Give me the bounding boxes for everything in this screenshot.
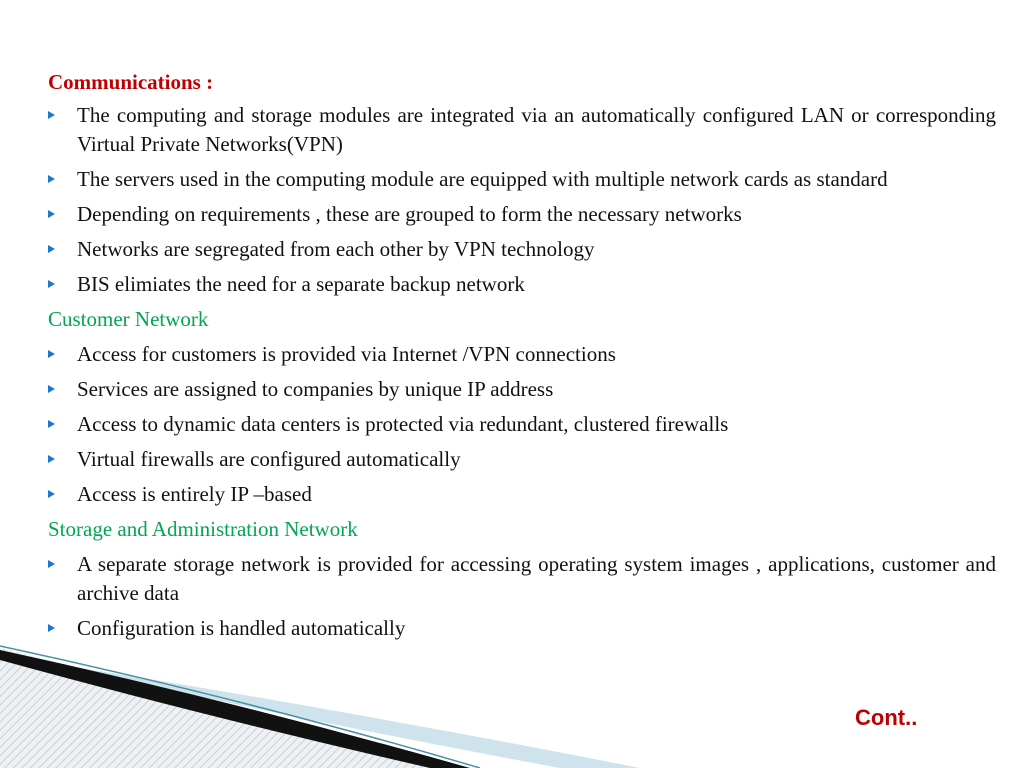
- bullet-text: BIS elimiates the need for a separate backup network: [77, 272, 525, 296]
- triangle-bullet-icon: [48, 624, 55, 632]
- triangle-bullet-icon: [48, 385, 55, 393]
- section-heading: Storage and Administration Network: [48, 517, 358, 541]
- bullet-item: [48, 445, 996, 474]
- bullet-item: [48, 375, 996, 404]
- bullet-item: [48, 340, 996, 369]
- bullet-item: [48, 235, 996, 264]
- triangle-bullet-icon: [48, 280, 55, 288]
- slide-content: [48, 68, 996, 649]
- bullet-text: Access for customers is provided via Internet /VPN connections: [77, 342, 616, 366]
- section-storage-admin-network: [48, 515, 996, 643]
- bullet-text: Virtual firewalls are configured automatically: [77, 447, 461, 471]
- bullet-item: [48, 270, 996, 299]
- section-communications: [48, 68, 996, 299]
- bullet-text: Depending on requirements , these are grouped to form the necessary networks: [77, 202, 742, 226]
- section-customer-network: [48, 305, 996, 509]
- triangle-bullet-icon: [48, 560, 55, 568]
- triangle-bullet-icon: [48, 245, 55, 253]
- bullet-item: [48, 614, 996, 643]
- triangle-bullet-icon: [48, 420, 55, 428]
- section-heading: Customer Network: [48, 307, 209, 331]
- bullet-item: [48, 101, 996, 159]
- bullet-text: The computing and storage modules are integrated via an automatically configured LAN or corresponding Virtual Private Networks(VPN): [77, 103, 996, 156]
- bullet-text: Networks are segregated from each other by VPN technology: [77, 237, 595, 261]
- bullet-text: Configuration is handled automatically: [77, 616, 406, 640]
- triangle-bullet-icon: [48, 175, 55, 183]
- bullet-text: Access to dynamic data centers is protected via redundant, clustered firewalls: [77, 412, 729, 436]
- triangle-bullet-icon: [48, 210, 55, 218]
- bullet-text: The servers used in the computing module are equipped with multiple network cards as standard: [77, 167, 888, 191]
- bullet-text: A separate storage network is provided for accessing operating system images , applications, customer and archive data: [77, 552, 996, 605]
- bullet-text: Access is entirely IP –based: [77, 482, 312, 506]
- triangle-bullet-icon: [48, 455, 55, 463]
- bullet-text: Services are assigned to companies by unique IP address: [77, 377, 554, 401]
- bullet-item: [48, 550, 996, 608]
- bullet-item: [48, 480, 996, 509]
- continued-label: Cont..: [855, 705, 918, 730]
- bullet-item: [48, 200, 996, 229]
- triangle-bullet-icon: [48, 350, 55, 358]
- triangle-bullet-icon: [48, 490, 55, 498]
- triangle-bullet-icon: [48, 111, 55, 119]
- bullet-item: [48, 165, 996, 194]
- bullet-item: [48, 410, 996, 439]
- section-heading: Communications :: [48, 70, 214, 94]
